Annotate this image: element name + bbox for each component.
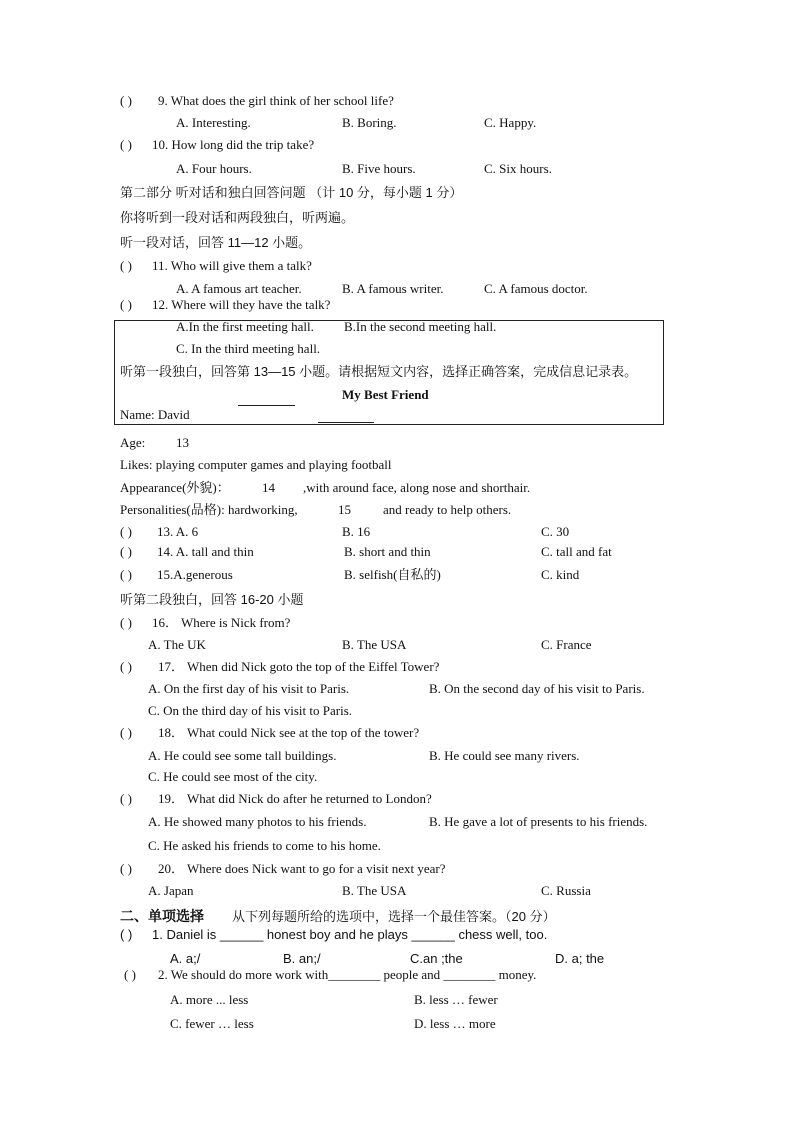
q13-stem[interactable]: 13. A. 6 [157, 524, 199, 539]
personality-blank-number: 15 [338, 502, 351, 517]
personality-label: Personalities(品格): hardworking, [120, 502, 298, 517]
section2-title: 二、单项选择 [120, 908, 204, 924]
q10-option-a[interactable]: A. Four hours. [176, 161, 252, 176]
age-value: 13 [176, 435, 189, 450]
s2-q1-option-d[interactable]: D. a; the [555, 951, 605, 966]
q9-option-b[interactable]: B. Boring. [342, 115, 397, 130]
q12-option-b[interactable]: B.In the second meeting hall. [344, 319, 497, 334]
q14-option-c[interactable]: C. tall and fat [541, 544, 612, 559]
q19-blank[interactable]: ( ) [120, 791, 132, 806]
q12-option-c[interactable]: C. In the third meeting hall. [176, 341, 321, 356]
q17-stem: 17． When did Nick goto the top of the Eiffel Tower? [158, 659, 440, 674]
s2-q1-blank[interactable]: ( ) [120, 927, 133, 942]
section2-instructions: 从下列每题所给的选项中，选择一个最佳答案。（20 分） [232, 909, 556, 924]
q9-option-c[interactable]: C. Happy. [484, 115, 537, 130]
q16-option-c[interactable]: C. France [541, 637, 592, 652]
q17-option-a[interactable]: A. On the first day of his visit to Paris. [148, 681, 350, 696]
q15-option-b[interactable]: B. selfish(自私的) [344, 567, 441, 582]
s2-q2-blank[interactable]: ( ) [124, 967, 136, 982]
table-title: My Best Friend [342, 387, 429, 402]
q18-option-c[interactable]: C. He could see most of the city. [148, 769, 318, 784]
q11-option-a[interactable]: A. A famous art teacher. [176, 281, 302, 296]
q14-blank[interactable]: ( ) [120, 544, 132, 559]
q16-stem: 16． Where is Nick from? [152, 615, 291, 630]
q16-option-a[interactable]: A. The UK [148, 637, 206, 652]
part2-intro: 你将听到一段对话和两段独白，听两遍。 [120, 210, 355, 225]
q19-option-a[interactable]: A. He showed many photos to his friends. [148, 814, 367, 829]
s2-q2-stem: 2. We should do more work with________ people and ________ money. [158, 967, 537, 982]
dialogue-intro: 听一段对话，回答 11—12 小题。 [120, 235, 312, 250]
q19-option-b[interactable]: B. He gave a lot of presents to his friends. [429, 814, 648, 829]
q20-option-a[interactable]: A. Japan [148, 883, 194, 898]
q18-stem: 18． What could Nick see at the top of the tower? [158, 725, 420, 740]
q20-option-c[interactable]: C. Russia [541, 883, 591, 898]
q12-stem: 12. Where will they have the talk? [152, 297, 331, 312]
q9-stem: 9. What does the girl think of her school life? [158, 93, 394, 108]
q16-option-b[interactable]: B. The USA [342, 637, 407, 652]
personality-rest: and ready to help others. [383, 502, 512, 517]
q19-stem: 19． What did Nick do after he returned to London? [158, 791, 432, 806]
q17-option-c[interactable]: C. On the third day of his visit to Paris. [148, 703, 353, 718]
q12-option-a[interactable]: A.In the first meeting hall. [176, 319, 314, 334]
q11-stem: 11. Who will give them a talk? [152, 258, 312, 273]
name-line: Name: David [120, 407, 190, 422]
q16-blank[interactable]: ( ) [120, 615, 132, 630]
q15-stem[interactable]: 15.A.generous [157, 567, 233, 582]
q17-blank[interactable]: ( ) [120, 659, 132, 674]
q13-option-c[interactable]: C. 30 [541, 524, 570, 539]
q15-option-c[interactable]: C. kind [541, 567, 580, 582]
s2-q1-option-a[interactable]: A. a;/ [170, 951, 201, 966]
s2-q2-option-a[interactable]: A. more ... less [170, 992, 249, 1007]
q9-blank[interactable]: ( ) [120, 93, 132, 108]
title-underline-right [318, 422, 374, 423]
q13-option-b[interactable]: B. 16 [342, 524, 371, 539]
q18-blank[interactable]: ( ) [120, 725, 132, 740]
q10-blank[interactable]: ( ) [120, 137, 132, 152]
q11-option-c[interactable]: C. A famous doctor. [484, 281, 588, 296]
q10-option-b[interactable]: B. Five hours. [342, 161, 416, 176]
s2-q1-option-b[interactable]: B. an;/ [283, 951, 321, 966]
q17-option-b[interactable]: B. On the second day of his visit to Paris. [429, 681, 645, 696]
appearance-label: Appearance(外貌)： [120, 480, 230, 495]
q20-option-b[interactable]: B. The USA [342, 883, 407, 898]
age-label: Age: [120, 435, 146, 450]
q18-option-b[interactable]: B. He could see many rivers. [429, 748, 580, 763]
s2-q2-option-b[interactable]: B. less … fewer [414, 992, 498, 1007]
q10-option-c[interactable]: C. Six hours. [484, 161, 552, 176]
q19-option-c[interactable]: C. He asked his friends to come to his home. [148, 838, 381, 853]
part2-header: 第二部分 听对话和独白回答问题 （计 10 分，每小题 1 分） [120, 185, 463, 200]
q15-blank[interactable]: ( ) [120, 567, 132, 582]
monologue2-intro: 听第二段独白，回答 16-20 小题 [120, 592, 304, 607]
q11-blank[interactable]: ( ) [120, 258, 132, 273]
s2-q2-option-d[interactable]: D. less … more [414, 1016, 496, 1031]
q14-option-b[interactable]: B. short and thin [344, 544, 431, 559]
q9-option-a[interactable]: A. Interesting. [176, 115, 251, 130]
q20-stem: 20． Where does Nick want to go for a visit next year? [158, 861, 446, 876]
appearance-blank-number: 14 [262, 480, 275, 495]
q14-stem[interactable]: 14. A. tall and thin [157, 544, 254, 559]
q12-blank[interactable]: ( ) [120, 297, 132, 312]
appearance-rest: ,with around face, along nose and shorthair. [303, 480, 531, 495]
q10-stem: 10. How long did the trip take? [152, 137, 315, 152]
q20-blank[interactable]: ( ) [120, 861, 132, 876]
s2-q1-option-c[interactable]: C.an ;the [410, 951, 463, 966]
s2-q2-option-c[interactable]: C. fewer … less [170, 1016, 254, 1031]
title-underline-left [238, 405, 295, 406]
q11-option-b[interactable]: B. A famous writer. [342, 281, 444, 296]
likes-line: Likes: playing computer games and playing football [120, 457, 392, 472]
s2-q1-stem: 1. Daniel is ______ honest boy and he plays ______ chess well, too. [152, 927, 548, 942]
monologue1-intro: 听第一段独白，回答第 13—15 小题。请根据短文内容，选择正确答案，完成信息记录表。 [120, 364, 638, 379]
q13-blank[interactable]: ( ) [120, 524, 132, 539]
q18-option-a[interactable]: A. He could see some tall buildings. [148, 748, 337, 763]
